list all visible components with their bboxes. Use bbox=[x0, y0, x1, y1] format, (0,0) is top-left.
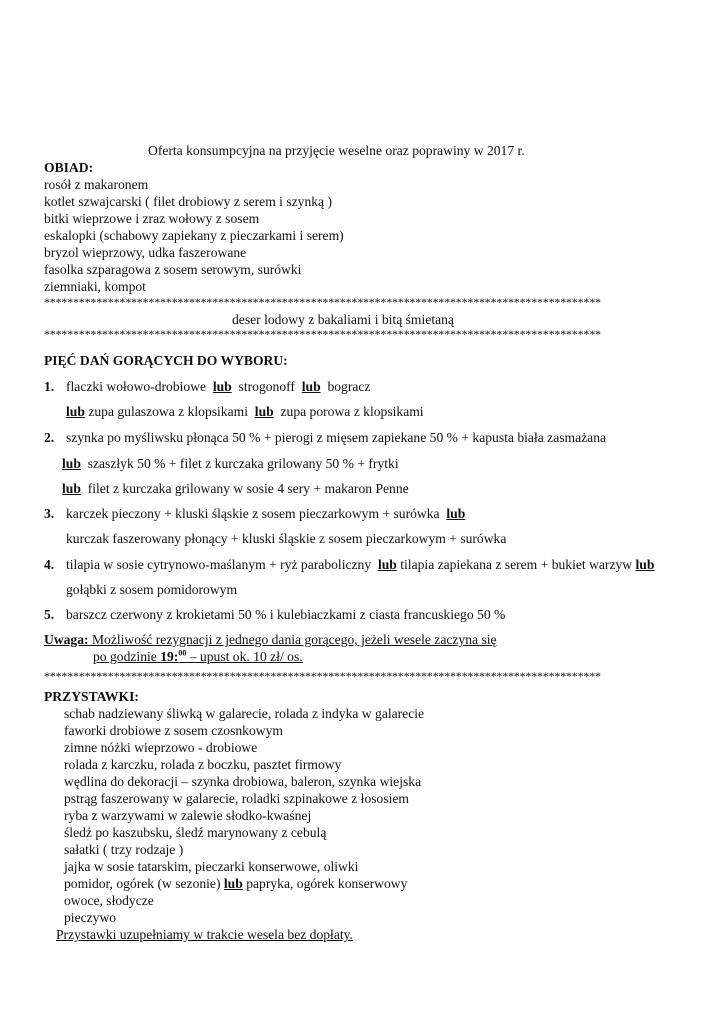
note-label: Uwaga: bbox=[44, 632, 89, 647]
appetizer-item: wędlina do dekoracji – szynka drobiowa, baleron, szynka wiejska bbox=[64, 774, 422, 789]
appetizers-footer-note: Przystawki uzupełniamy w trakcie wesela bez dopłaty. bbox=[56, 927, 353, 942]
obiad-heading: OBIAD: bbox=[44, 160, 94, 175]
hot-option-5: 5. barszcz czerwony z krokietami 50 % i kulebiaczkami z ciasta francuskiego 50 % bbox=[44, 607, 506, 622]
hot-option-2-cont: lub filet z kurczaka grilowany w sosie 4 sery + makaron Penne bbox=[62, 481, 409, 496]
appetizer-item: pstrąg faszerowany w galarecie, roladki szpinakowe z łososiem bbox=[64, 791, 410, 806]
note-line-2: po godzinie 19:$^{00}$ – upust ok. 10 zł/ os. bbox=[93, 648, 303, 664]
star-divider: ************************************************************************************************ bbox=[44, 327, 601, 341]
obiad-item: fasolka szparagowa z sosem serowym, surówki bbox=[44, 262, 302, 277]
appetizer-item: schab nadziewany śliwką w galarecie, rolada z indyka w galarecie bbox=[64, 706, 425, 721]
appetizer-item: jajka w sosie tatarskim, pieczarki konserwowe, oliwki bbox=[64, 859, 359, 874]
appetizer-item: pieczywo bbox=[64, 910, 117, 925]
obiad-item: bitki wieprzowe i zraz wołowy z sosem bbox=[44, 211, 260, 226]
appetizer-item: pomidor, ogórek (w sezonie) lub papryka, ogórek konserwowy bbox=[64, 876, 408, 891]
appetizer-item: zimne nóżki wieprzowo - drobiowe bbox=[64, 740, 258, 755]
lub-connector: lub bbox=[446, 506, 466, 521]
dessert-line: deser lodowy z bakaliami i bitą śmietaną bbox=[232, 312, 454, 327]
obiad-item: kotlet szwajcarski ( filet drobiowy z serem i szynką ) bbox=[44, 194, 333, 209]
hot-option-3-cont: kurczak faszerowany płonący + kluski śląskie z sosem pieczarkowym + surówka bbox=[66, 531, 507, 546]
hot-option-4-cont: gołąbki z sosem pomidorowym bbox=[66, 582, 238, 597]
lub-connector: lub bbox=[62, 481, 81, 496]
star-divider: ************************************************************************************************ bbox=[44, 295, 601, 309]
lub-connector: lub bbox=[254, 404, 274, 419]
lub-connector: lub bbox=[212, 379, 232, 394]
appetizers-heading: PRZYSTAWKI: bbox=[44, 689, 139, 704]
lub-connector: lub bbox=[62, 456, 81, 471]
page-title: Oferta konsumpcyjna na przyjęcie weselne oraz poprawiny w 2017 r. bbox=[148, 143, 525, 158]
lub-connector: lub bbox=[66, 404, 85, 419]
hot-dishes-heading: PIĘĆ DAŃ GORĄCYCH DO WYBORU: bbox=[44, 353, 288, 368]
note-line-1: Uwaga: Możliwość rezygnacji z jednego dania gorącego, jeżeli wesele zaczyna się bbox=[44, 632, 497, 647]
lub-connector: lub bbox=[223, 876, 243, 891]
hot-option-3: 3. karczek pieczony + kluski śląskie z sosem pieczarkowym + surówka lub bbox=[44, 506, 466, 521]
appetizer-item: rolada z karczku, rolada z boczku, pasztet firmowy bbox=[64, 757, 342, 772]
appetizer-item: ryba z warzywami w zalewie słodko-kwaśnej bbox=[64, 808, 312, 823]
appetizer-item: faworki drobiowe z sosem czosnkowym bbox=[64, 723, 283, 738]
hot-option-2: 2. szynka po myśliwsku płonąca 50 % + pierogi z mięsem zapiekane 50 % + kapusta biała zasmażana bbox=[44, 430, 607, 445]
star-divider: ************************************************************************************************ bbox=[44, 669, 601, 683]
hot-option-1-cont: lub zupa gulaszowa z klopsikami lub zupa porowa z klopsikami bbox=[66, 404, 424, 419]
obiad-item: bryzol wieprzowy, udka faszerowane bbox=[44, 245, 247, 260]
lub-connector: lub bbox=[377, 557, 397, 572]
obiad-item: eskalopki (schabowy zapiekany z pieczarkami i serem) bbox=[44, 228, 344, 243]
obiad-item: ziemniaki, kompot bbox=[44, 279, 146, 294]
lub-connector: lub bbox=[301, 379, 321, 394]
hot-option-4: 4. tilapia w sosie cytrynowo-maślanym + ryż paraboliczny lub tilapia zapiekana z serem + bukiet warzyw lub bbox=[44, 557, 655, 572]
lub-connector: lub bbox=[635, 557, 655, 572]
appetizer-item: sałatki ( trzy rodzaje ) bbox=[64, 842, 184, 857]
hot-option-2-cont: lub szaszłyk 50 % + filet z kurczaka grilowany 50 % + frytki bbox=[62, 456, 399, 471]
appetizer-item: śledź po kaszubsku, śledź marynowany z cebulą bbox=[64, 825, 327, 840]
obiad-item: rosół z makaronem bbox=[44, 177, 149, 192]
hot-option-1: 1. flaczki wołowo-drobiowe lub strogonoff lub bogracz bbox=[44, 379, 371, 394]
appetizer-item: owoce, słodycze bbox=[64, 893, 154, 908]
